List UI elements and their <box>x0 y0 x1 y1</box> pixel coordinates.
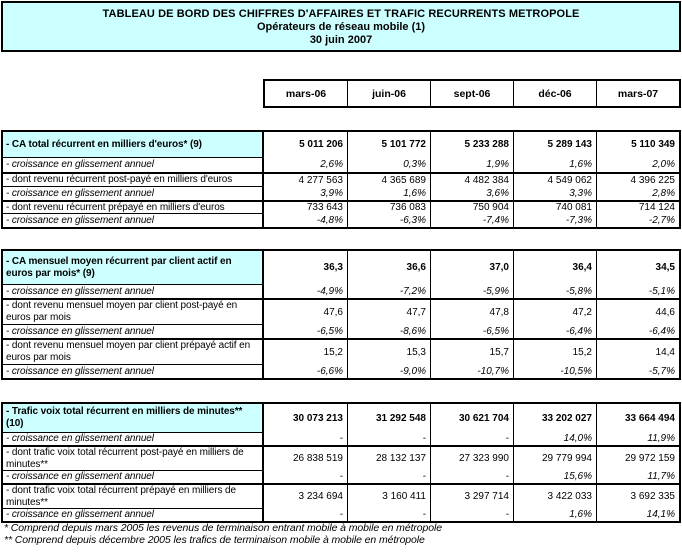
value-cell: 33 664 494 <box>596 404 679 433</box>
value-cell: 5 101 772 <box>347 132 430 158</box>
value-cell: 5 110 349 <box>596 132 679 158</box>
value-cell: -5,7% <box>596 365 679 378</box>
value-cell: -9,0% <box>347 365 430 378</box>
value-cell: 15,2 <box>513 338 596 365</box>
row-label: - Trafic voix total récurrent en milliers de minutes** (10) <box>3 404 264 433</box>
value-cell: 736 083 <box>347 200 430 214</box>
page-title: TABLEAU DE BORD DES CHIFFRES D'AFFAIRES ET TRAFIC RECURRENTS METROPOLE <box>102 8 580 20</box>
column-header-sept-06: sept-06 <box>430 81 513 106</box>
row-label: - croissance en glissement annuel <box>3 187 264 200</box>
value-cell: 30 621 704 <box>430 404 513 433</box>
value-cell: 27 323 990 <box>430 445 513 471</box>
footnote-revenus: * Comprend depuis mars 2005 les revenus de terminaison entrant mobile à mobile en métropole <box>4 522 442 534</box>
section-ca-total <box>1 130 681 229</box>
value-cell: 11,9% <box>596 433 679 445</box>
row-label: - croissance en glissement annuel <box>3 365 264 378</box>
section-ca-mensuel-moyen <box>1 249 681 380</box>
value-cell: - <box>339 471 343 482</box>
value-cell: -4,8% <box>316 214 343 226</box>
section-trafic-voix <box>1 402 681 523</box>
value-cell: 14,0% <box>513 433 596 445</box>
value-cell: 1,6% <box>347 187 430 200</box>
column-header-mars-06: mars-06 <box>285 87 327 100</box>
value-cell: 2,0% <box>596 158 679 172</box>
row-label: - dont revenu récurrent post-payé en milliers d'euros <box>3 172 264 187</box>
value-cell: 0,3% <box>347 158 430 172</box>
value-cell: -10,5% <box>513 365 596 378</box>
value-cell: - <box>347 509 430 521</box>
value-cell: 34,5 <box>596 251 679 285</box>
row-label: - dont revenu récurrent prépayé en milliers d'euros <box>3 200 264 214</box>
value-cell: - <box>339 433 343 444</box>
value-cell: 15,2 <box>264 338 347 365</box>
value-cell: 14,4 <box>596 338 679 365</box>
value-cell: 15,3 <box>347 338 430 365</box>
value-cell: -7,2% <box>347 285 430 298</box>
value-cell: -4,9% <box>316 285 343 297</box>
value-cell: 714 124 <box>596 200 679 214</box>
value-cell: 4 482 384 <box>430 172 513 187</box>
value-cell: 1,9% <box>430 158 513 172</box>
value-cell: 3 297 714 <box>430 483 513 509</box>
report-date: 30 juin 2007 <box>309 34 373 46</box>
row-label: - dont revenu mensuel moyen par client prépayé actif en euros par mois <box>3 338 264 365</box>
value-cell: -5,9% <box>430 285 513 298</box>
value-cell: 33 202 027 <box>513 404 596 433</box>
row-label: - croissance en glissement annuel <box>3 158 264 172</box>
row-label: - dont revenu mensuel moyen par client post-payé en euros par mois <box>3 298 264 325</box>
row-label: - croissance en glissement annuel <box>3 325 264 338</box>
value-cell: -5,1% <box>596 285 679 298</box>
value-cell: -6,3% <box>347 214 430 227</box>
value-cell: 31 292 548 <box>347 404 430 433</box>
value-cell: - <box>430 509 513 521</box>
value-cell: 4 365 689 <box>347 172 430 187</box>
value-cell: 47,8 <box>430 298 513 325</box>
value-cell: 47,6 <box>264 298 347 325</box>
value-cell: 47,2 <box>513 298 596 325</box>
header-banner <box>1 1 681 52</box>
row-label: - dont trafic voix total récurrent post-payé en milliers de minutes** <box>3 445 264 471</box>
value-cell: 15,6% <box>513 471 596 483</box>
value-cell: - <box>430 471 513 483</box>
value-cell: 3,9% <box>320 187 343 199</box>
value-cell: 750 904 <box>430 200 513 214</box>
row-label: - dont trafic voix total récurrent prépayé en milliers de minutes** <box>3 483 264 509</box>
row-label: - croissance en glissement annuel <box>3 285 264 298</box>
row-label: - croissance en glissement annuel <box>3 214 264 227</box>
value-cell: 30 073 213 <box>292 412 343 424</box>
value-cell: 2,6% <box>320 159 343 170</box>
value-cell: -6,5% <box>316 325 343 337</box>
value-cell: 37,0 <box>430 251 513 285</box>
value-cell: -10,7% <box>430 365 513 378</box>
row-label: - croissance en glissement annuel <box>3 509 264 521</box>
value-cell: -5,8% <box>513 285 596 298</box>
value-cell: 4 396 225 <box>596 172 679 187</box>
value-cell: 5 289 143 <box>513 132 596 158</box>
value-cell: 3 692 335 <box>596 483 679 509</box>
value-cell: 3,6% <box>430 187 513 200</box>
row-label: - CA total récurrent en milliers d'euros* (9) <box>3 132 264 158</box>
value-cell: 733 643 <box>264 200 347 214</box>
value-cell: 15,7 <box>430 338 513 365</box>
value-cell: 3 160 411 <box>347 483 430 509</box>
value-cell: 36,4 <box>513 251 596 285</box>
value-cell: 47,7 <box>347 298 430 325</box>
footnotes <box>4 523 442 546</box>
row-label: - CA mensuel moyen récurrent par client actif en euros par mois* (9) <box>3 251 264 285</box>
value-cell: 36,3 <box>323 262 343 273</box>
value-cell: -8,6% <box>347 325 430 338</box>
value-cell: -7,4% <box>430 214 513 227</box>
value-cell: -7,3% <box>513 214 596 227</box>
value-cell: 5 011 206 <box>299 139 343 150</box>
value-cell: 29 779 994 <box>513 445 596 471</box>
row-label: - croissance en glissement annuel <box>3 471 264 483</box>
value-cell: -6,4% <box>513 325 596 338</box>
value-cell: -6,5% <box>430 325 513 338</box>
page-subtitle: Opérateurs de réseau mobile (1) <box>256 21 426 33</box>
value-cell: 26 838 519 <box>264 445 347 471</box>
column-header-row <box>263 79 681 108</box>
footnote-trafics: ** Comprend depuis décembre 2005 les trafics de terminaison mobile à mobile en métropole <box>4 533 425 546</box>
value-cell: 4 549 062 <box>513 172 596 187</box>
value-cell: 36,6 <box>347 251 430 285</box>
column-header-mars-07: mars-07 <box>596 81 679 106</box>
value-cell: 3 422 033 <box>513 483 596 509</box>
value-cell: 44,6 <box>596 298 679 325</box>
value-cell: 3 234 694 <box>264 483 347 509</box>
column-header-juin-06: juin-06 <box>347 81 430 106</box>
value-cell: - <box>347 433 430 445</box>
value-cell: 4 277 563 <box>264 172 347 187</box>
value-cell: 740 081 <box>513 200 596 214</box>
value-cell: 28 132 137 <box>347 445 430 471</box>
value-cell: - <box>347 471 430 483</box>
value-cell: -6,6% <box>316 365 343 377</box>
row-label: - croissance en glissement annuel <box>3 433 264 445</box>
value-cell: 14,1% <box>596 509 679 521</box>
value-cell: 3,3% <box>513 187 596 200</box>
value-cell: - <box>339 509 343 520</box>
value-cell: 2,8% <box>596 187 679 200</box>
column-header-dec-06: déc-06 <box>513 81 596 106</box>
value-cell: -6,4% <box>596 325 679 338</box>
value-cell: 29 972 159 <box>596 445 679 471</box>
value-cell: 11,7% <box>596 471 679 483</box>
value-cell: 1,6% <box>513 158 596 172</box>
value-cell: - <box>430 433 513 445</box>
value-cell: 5 233 288 <box>430 132 513 158</box>
value-cell: 1,6% <box>513 509 596 521</box>
value-cell: -2,7% <box>596 214 679 227</box>
